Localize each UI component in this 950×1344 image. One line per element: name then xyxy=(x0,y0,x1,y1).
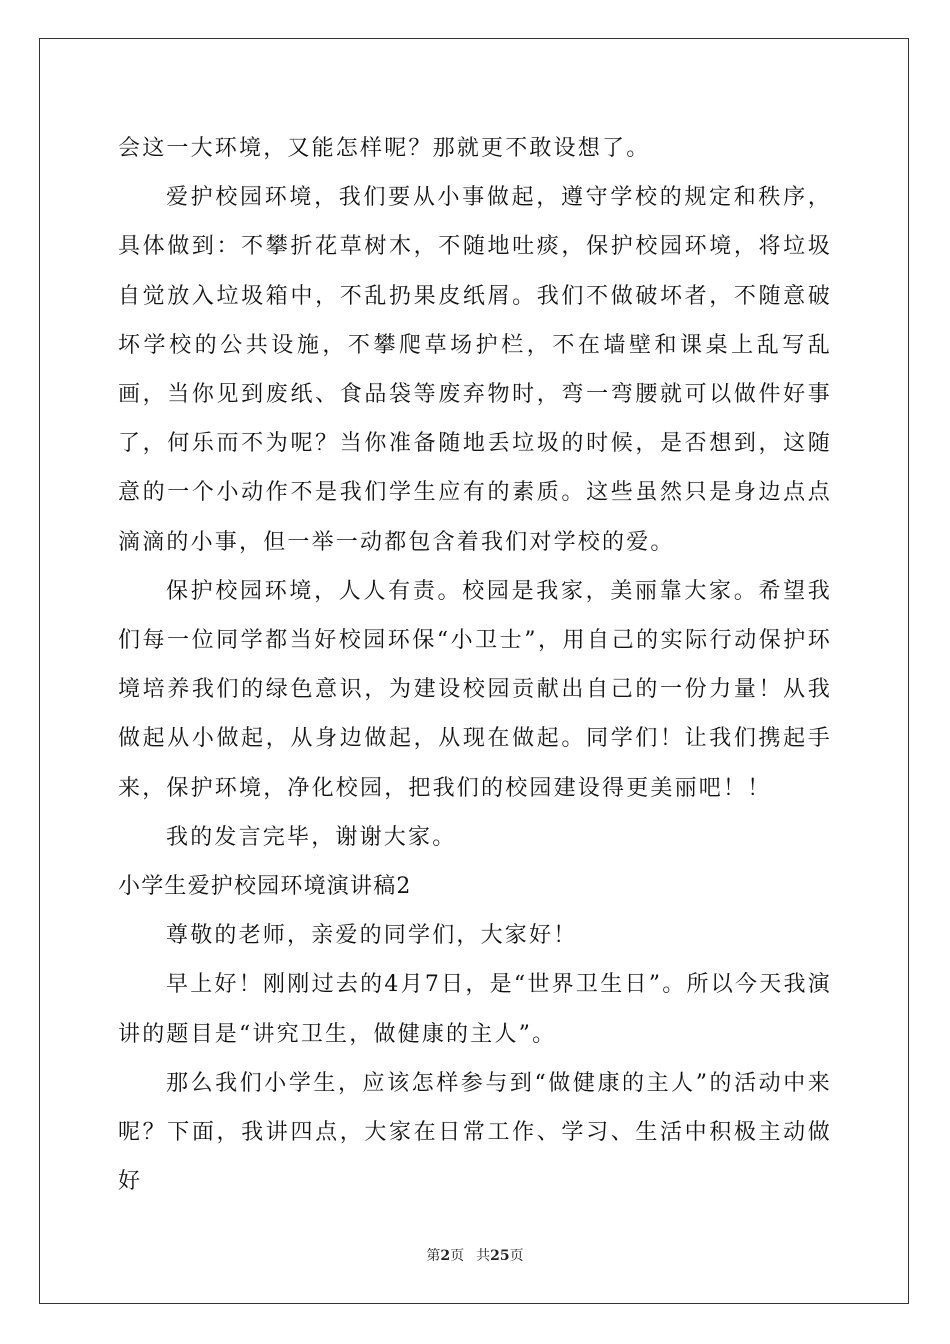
total-prefix: 共 xyxy=(476,1248,491,1264)
page-prefix: 第 xyxy=(426,1248,441,1264)
page-footer xyxy=(0,1246,950,1266)
paragraph-health-day: 早上好！刚刚过去的4月7日，是“世界卫生日”。所以今天我演讲的题目是“讲究卫生，做健康的主人”。 xyxy=(118,972,832,1047)
total-unit: 页 xyxy=(509,1248,524,1264)
page-unit: 页 xyxy=(450,1248,465,1264)
section-heading: 小学生爱护校园环境演讲稿2 xyxy=(118,874,412,900)
total-pages: 25 xyxy=(490,1248,510,1264)
paragraph-greeting: 尊敬的老师，亲爱的同学们，大家好！ xyxy=(166,923,578,949)
paragraph-continuation: 会这一大环境，又能怎样呢？那就更不敢设想了。 xyxy=(118,136,651,161)
document-body xyxy=(118,124,832,1206)
paragraph-responsibility: 保护校园环境，人人有责。校园是我家，美丽靠大家。希望我们每一位同学都当好校园环保“小卫士”，用自己的实际行动保护环境培养我们的绿色意识，为建设校园贡献出自己的一份力量！从我做起从小做起，从身边做起，从现在做起。同学们！让我们携起手来，保护环境，净化校园，把我们的校园建设得更美丽吧！！ xyxy=(118,578,832,801)
paragraph-closing: 我的发言完毕，谢谢大家。 xyxy=(166,824,457,850)
paragraph-four-points: 那么我们小学生，应该怎样参与到“做健康的主人”的活动中来呢？下面，我讲四点，大家在日常工作、学习、生活中积极主动做好 xyxy=(118,1070,832,1195)
paragraph-protect-campus: 爱护校园环境，我们要从小事做起，遵守学校的规定和秩序，具体做到：不攀折花草树木，不随地吐痰，保护校园环境，将垃圾自觉放入垃圾箱中，不乱扔果皮纸屑。我们不做破坏者，不随意破坏学校的公共设施，不攀爬草场护栏，不在墙壁和课桌上乱写乱画，当你见到废纸、食品袋等废弃物时，弯一弯腰就可以做件好事了，何乐而不为呢？当你准备随地丢垃圾的时候，是否想到，这随意的一个小动作不是我们学生应有的素质。这些虽然只是身边点点滴滴的小事，但一举一动都包含着我们对学校的爱。 xyxy=(118,185,832,555)
page-number: 2 xyxy=(440,1248,451,1264)
